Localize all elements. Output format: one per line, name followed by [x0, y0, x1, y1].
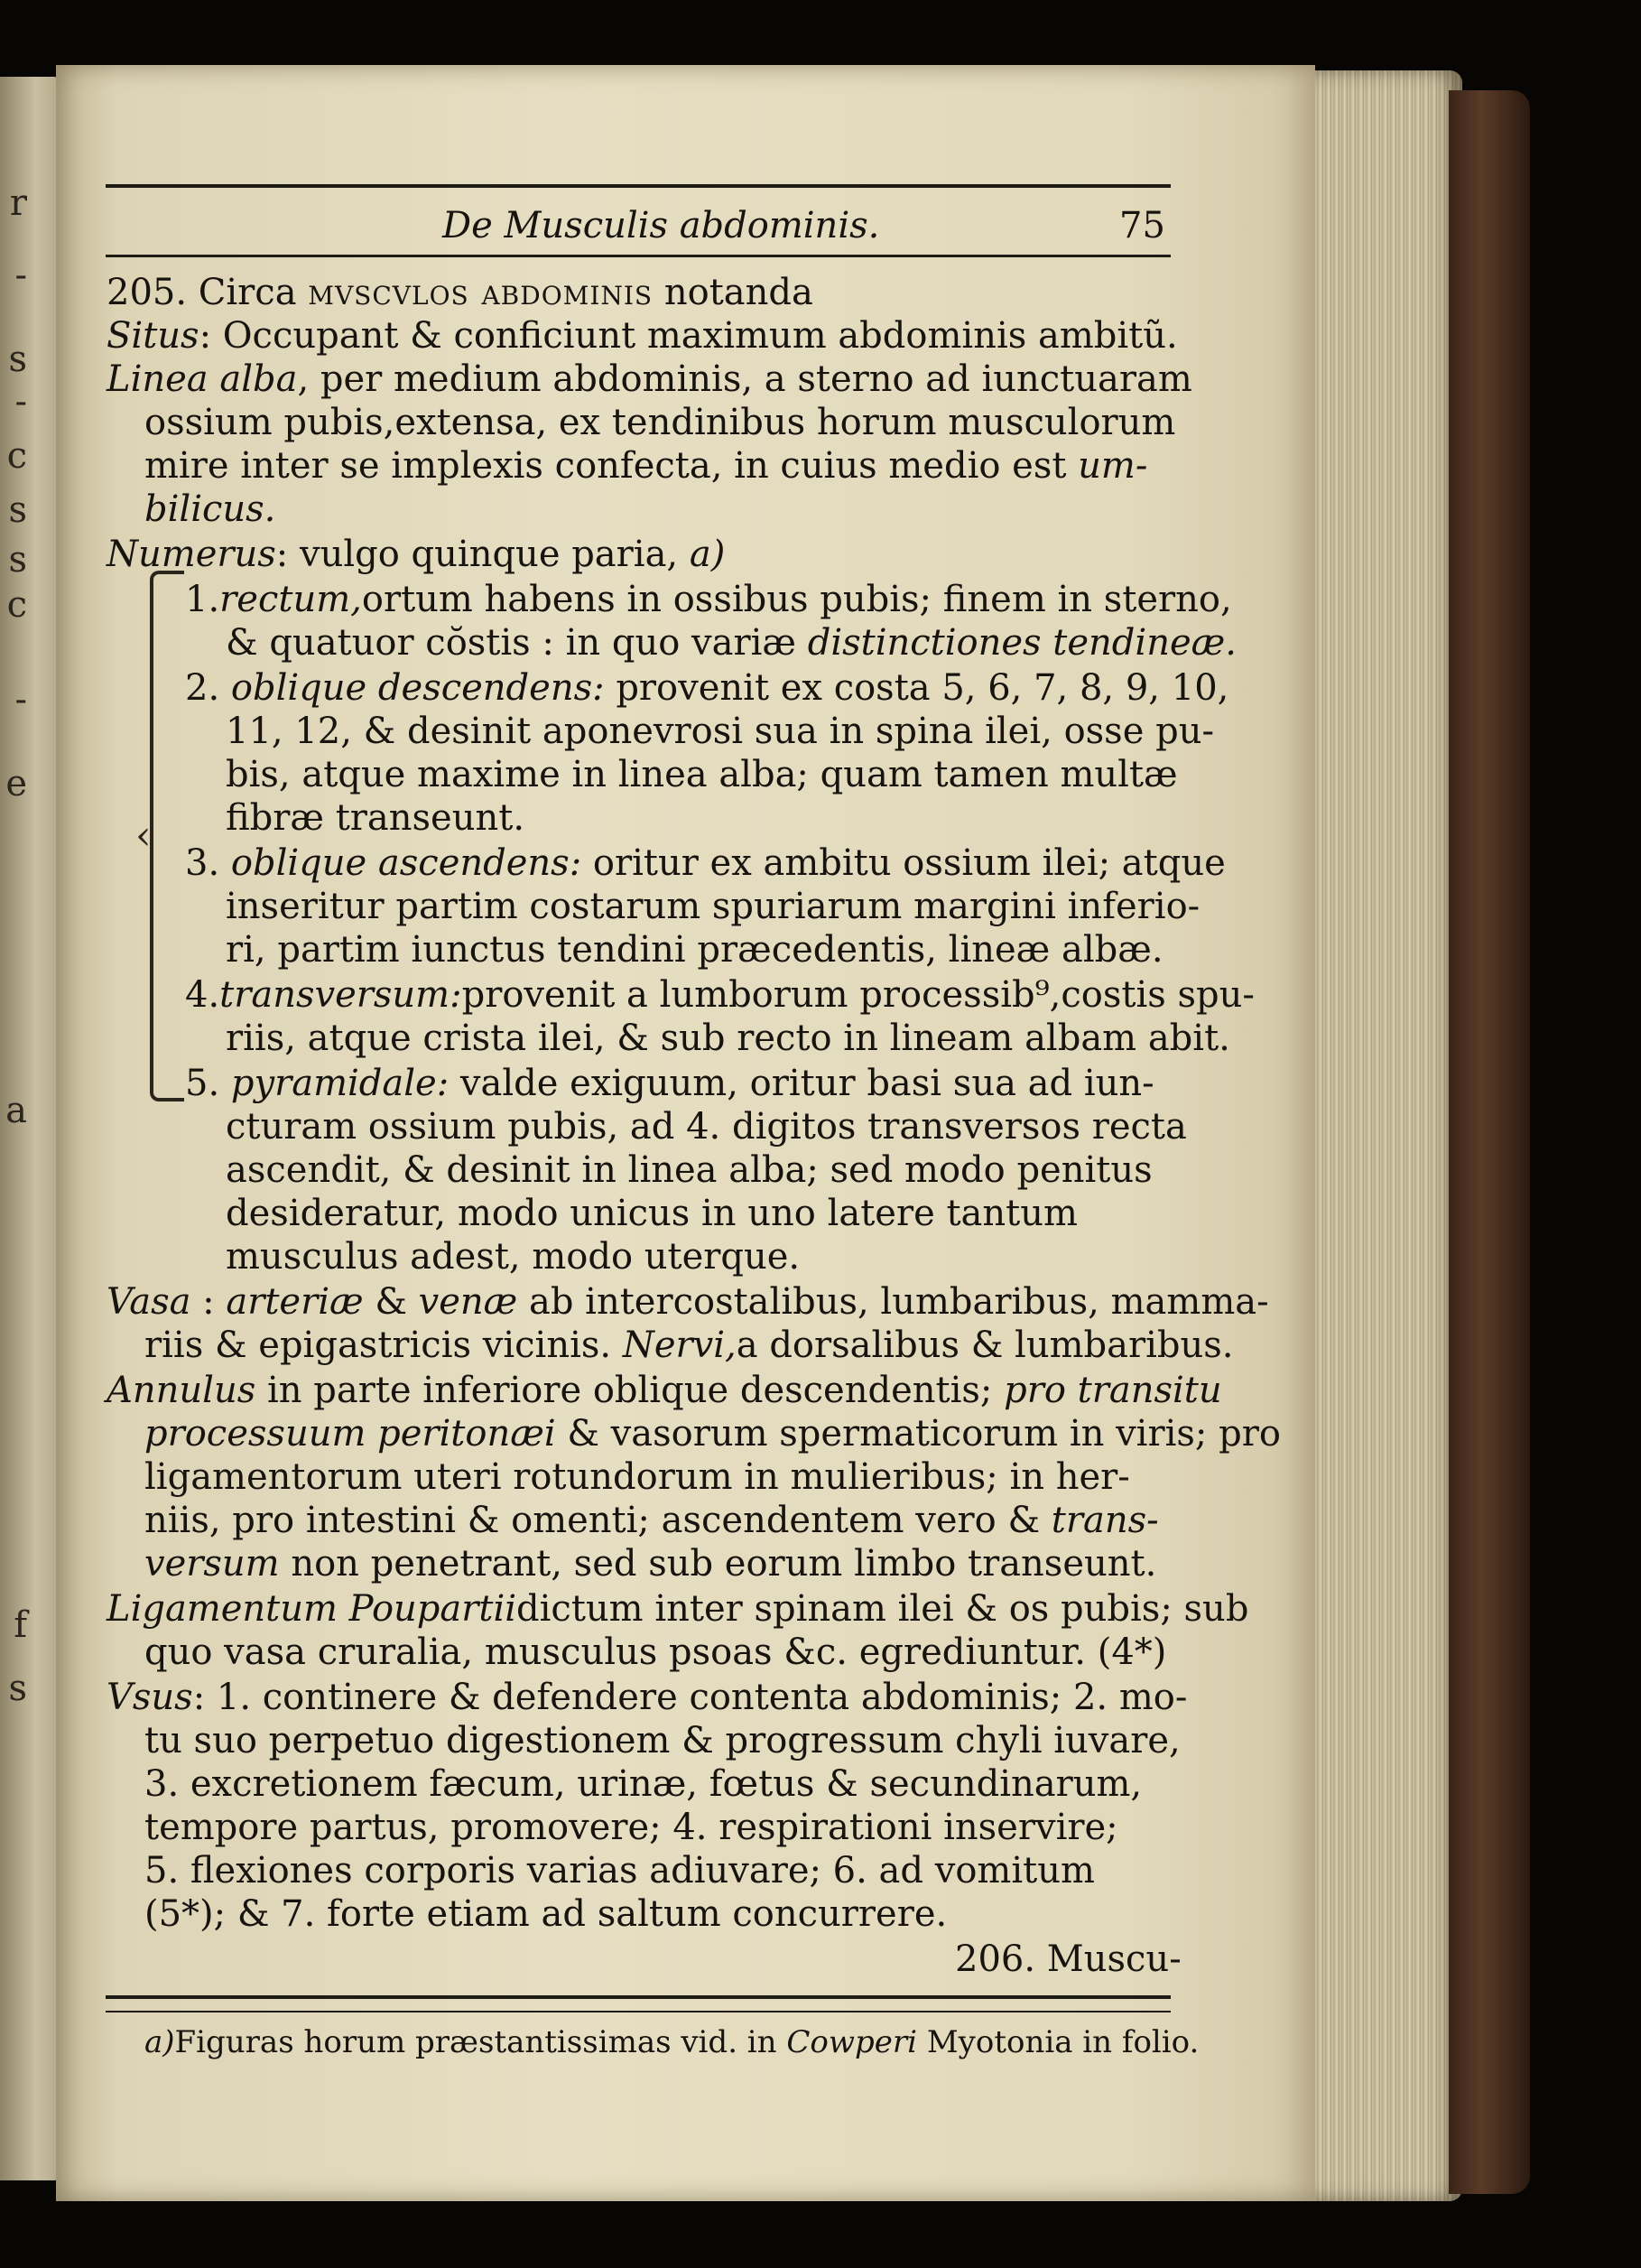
muscle-item-4: 4.transversum:provenit a lumborum processib⁹,costis spu- — [185, 974, 1255, 1016]
section-topic: mvscvlos abdominis — [308, 272, 654, 313]
facing-page-fragment: c — [6, 435, 27, 477]
list-brace — [150, 571, 184, 1101]
footnote-mark: a) — [144, 2024, 175, 2060]
ligamentum-label: Ligamentum Poupartii — [107, 1588, 517, 1630]
annulus-line-3: ligamentorum uteri rotundorum in mulieribus; in her- — [144, 1456, 1130, 1498]
muscle-item-3-line-2: inseritur partim costarum spuriarum margini inferio- — [226, 886, 1201, 927]
muscle-item-1: 1.rectum,ortum habens in ossibus pubis; finem in sterno, — [185, 579, 1232, 620]
usus-line-1: Vsus: 1. continere & defendere contenta abdominis; 2. mo- — [107, 1677, 1188, 1718]
usus-line-6: (5*); & 7. forte etiam ad saltum concurrere. — [144, 1893, 948, 1935]
linea-line-4: bilicus. — [144, 488, 276, 530]
list-brace-point: ‹ — [135, 813, 152, 859]
book-cover — [1449, 90, 1530, 2194]
facing-page-fragment: c — [6, 584, 27, 626]
muscle-item-2-line-2: 11, 12, & desinit aponevrosi sua in spina ilei, osse pu- — [226, 711, 1214, 752]
muscle-item-2-line-3: bis, atque maxime in linea alba; quam tamen multæ — [226, 754, 1178, 795]
vasa-label: Vasa — [107, 1281, 191, 1323]
annulus-line-4: niis, pro intestini & omenti; ascendentem vero & trans- — [144, 1500, 1159, 1541]
ligamentum-line-2: quo vasa cruralia, musculus psoas &c. egrediuntur. (4*) — [144, 1631, 1167, 1673]
facing-page-fragment: - — [14, 255, 27, 296]
muscle-item-5-line-5: musculus adest, modo uterque. — [226, 1236, 801, 1278]
facing-page-fragment: e — [5, 763, 27, 804]
running-head: De Musculis abdominis. — [442, 205, 880, 246]
muscle-name: rectum, — [219, 579, 362, 620]
vasa-line-1: Vasa : arteriæ & venæ ab intercostalibus, lumbaribus, mamma- — [107, 1281, 1269, 1323]
facing-page-fragment: s — [8, 489, 27, 531]
header-rule-bottom — [106, 255, 1171, 257]
annulus-line-5: versum non penetrant, sed sub eorum limbo transeunt. — [144, 1543, 1157, 1585]
footnote: a)Figuras horum præstantissimas vid. in Cowperi Myotonia in folio. — [144, 2024, 1200, 2060]
muscle-item-4-line-2: riis, atque crista ilei, & sub recto in lineam albam abit. — [226, 1018, 1230, 1059]
muscle-item-3-line-3: ri, partim iunctus tendini præcedentis, lineæ albæ. — [226, 929, 1164, 971]
section-number: 205. — [107, 272, 188, 313]
situs-label: Situs — [107, 315, 199, 357]
muscle-item-5: 5. pyramidale: valde exiguum, oritur basi sua ad iun- — [185, 1063, 1154, 1104]
footnote-ref: a) — [689, 534, 726, 575]
facing-page-fragment: - — [14, 679, 27, 720]
muscle-name: transversum: — [219, 974, 462, 1016]
page-edges — [1291, 70, 1462, 2201]
muscle-item-3: 3. oblique ascendens: oritur ex ambitu ossium ilei; atque — [185, 842, 1226, 884]
usus-line-2: tu suo perpetuo digestionem & progressum chyli iuvare, — [144, 1720, 1181, 1761]
muscle-name: oblique descendens: — [230, 667, 605, 709]
header-rule-top — [106, 184, 1171, 188]
situs-line: Situs: Occupant & conficiunt maximum abdominis ambitũ. — [107, 315, 1178, 357]
muscle-item-1-line-2: & quatuor cŏstis : in quo variæ distinctiones tendineæ. — [226, 622, 1237, 664]
footnote-rule-bottom — [106, 2011, 1171, 2012]
usus-line-3: 3. excretionem fæcum, urinæ, fœtus & secundinarum, — [144, 1763, 1143, 1805]
linea-label: Linea alba — [107, 358, 298, 400]
linea-line-1: Linea alba, per medium abdominis, a sterno ad iunctuaram — [107, 358, 1192, 400]
usus-line-4: tempore partus, promovere; 4. respirationi inservire; — [144, 1807, 1118, 1848]
ligamentum-line-1: Ligamentum Poupartiidictum inter spinam ilei & os pubis; sub — [107, 1588, 1249, 1630]
facing-page-fragment: - — [14, 381, 27, 423]
linea-line-2: ossium pubis,extensa, ex tendinibus horum musculorum — [144, 402, 1176, 443]
muscle-name: oblique ascendens: — [230, 842, 582, 884]
linea-line-3: mire inter se implexis confecta, in cuius medio est um- — [144, 445, 1148, 487]
muscle-item-5-line-3: ascendit, & desinit in linea alba; sed modo penitus — [226, 1149, 1153, 1191]
numerus-line: Numerus: vulgo quinque paria, a) — [107, 534, 726, 575]
catchword: 206. Muscu- — [955, 1938, 1182, 1980]
page-number: 75 — [1119, 205, 1165, 246]
muscle-item-2: 2. oblique descendens: provenit ex costa 5, 6, 7, 8, 9, 10, — [185, 667, 1229, 709]
usus-label: Vsus — [107, 1677, 193, 1718]
facing-page-fragment: s — [8, 339, 27, 380]
facing-page-fragment: f — [14, 1604, 27, 1646]
annulus-line-1: Annulus in parte inferiore oblique descendentis; pro transitu — [107, 1370, 1222, 1411]
facing-page-fragment: r — [9, 182, 27, 224]
numerus-label: Numerus — [107, 534, 276, 575]
muscle-name: pyramidale: — [230, 1063, 450, 1104]
muscle-item-5-line-2: cturam ossium pubis, ad 4. digitos transversos recta — [226, 1106, 1187, 1148]
vasa-line-2: riis & epigastricis vicinis. Nervi,a dorsalibus & lumbaribus. — [144, 1325, 1234, 1366]
section-intro: 205. Circa mvscvlos abdominis notanda — [107, 272, 813, 313]
facing-page-fragment: s — [8, 539, 27, 581]
usus-line-5: 5. flexiones corporis varias adiuvare; 6. ad vomitum — [144, 1850, 1095, 1892]
muscle-item-5-line-4: desideratur, modo unicus in uno latere tantum — [226, 1193, 1078, 1234]
footnote-rule-top — [106, 1995, 1171, 1999]
annulus-label: Annulus — [107, 1370, 256, 1411]
facing-page-fragment: a — [5, 1090, 27, 1131]
annulus-line-2: processuum peritonæi & vasorum spermaticorum in viris; pro — [144, 1413, 1281, 1455]
facing-page-fragment: s — [8, 1668, 27, 1709]
muscle-item-2-line-4: fibræ transeunt. — [226, 797, 525, 839]
